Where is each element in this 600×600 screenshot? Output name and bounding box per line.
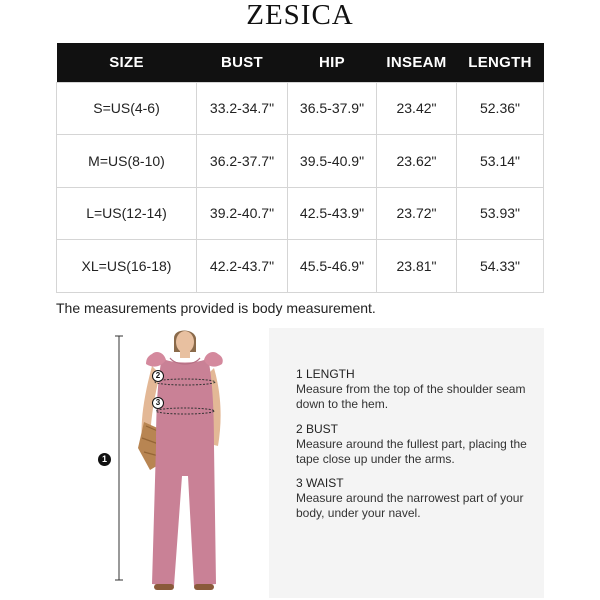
- guide-text: Measure from the top of the shoulder seam down to the hem.: [296, 382, 526, 411]
- cell-length: 52.36": [457, 82, 544, 135]
- cell-size: S=US(4-6): [57, 82, 197, 135]
- cell-length: 53.93": [457, 187, 544, 240]
- cell-size: XL=US(16-18): [57, 240, 197, 293]
- cell-inseam: 23.42": [377, 82, 457, 135]
- measurement-note: The measurements provided is body measurement.: [56, 300, 376, 316]
- cell-hip: 39.5-40.9": [288, 135, 377, 188]
- cell-inseam: 23.81": [377, 240, 457, 293]
- header-size: SIZE: [57, 43, 197, 82]
- cell-inseam: 23.72": [377, 187, 457, 240]
- header-inseam: INSEAM: [377, 43, 457, 82]
- table-row: [57, 135, 544, 188]
- guide-title: 3 WAIST: [296, 476, 344, 490]
- cell-hip: 45.5-46.9": [288, 240, 377, 293]
- brand-logo: ZESICA: [246, 0, 354, 31]
- cell-length: 53.14": [457, 135, 544, 188]
- table-row: [57, 187, 544, 240]
- cell-bust: 36.2-37.7": [197, 135, 288, 188]
- guide-text: Measure around the fullest part, placing the tape close up under the arms.: [296, 437, 527, 466]
- jumpsuit-shape: [152, 358, 216, 586]
- cell-inseam: 23.62": [377, 135, 457, 188]
- table-row: [57, 82, 544, 135]
- cell-hip: 42.5-43.9": [288, 187, 377, 240]
- table-header-row: [57, 43, 544, 82]
- guide-text: Measure around the narrowest part of your body, under your navel.: [296, 491, 524, 520]
- cell-bust: 39.2-40.7": [197, 187, 288, 240]
- cell-length: 54.33": [457, 240, 544, 293]
- cell-size: L=US(12-14): [57, 187, 197, 240]
- measurement-guide-panel: [269, 328, 544, 598]
- marker-waist: 3: [152, 397, 164, 409]
- guide-title: 2 BUST: [296, 422, 339, 436]
- cell-bust: 42.2-43.7": [197, 240, 288, 293]
- model-figure: [90, 326, 260, 598]
- size-chart-table: [56, 43, 544, 293]
- guide-bust: [296, 422, 536, 467]
- model-illustration: [90, 326, 260, 598]
- marker-bust: 2: [152, 370, 164, 382]
- cell-bust: 33.2-34.7": [197, 82, 288, 135]
- guide-title: 1 LENGTH: [296, 367, 355, 381]
- cell-hip: 36.5-37.9": [288, 82, 377, 135]
- header-length: LENGTH: [457, 43, 544, 82]
- cell-size: M=US(8-10): [57, 135, 197, 188]
- header-hip: HIP: [288, 43, 377, 82]
- guide-waist: [296, 476, 536, 521]
- table-row: [57, 240, 544, 293]
- guide-length: [296, 367, 536, 412]
- header-bust: BUST: [197, 43, 288, 82]
- marker-length: 1: [98, 453, 111, 466]
